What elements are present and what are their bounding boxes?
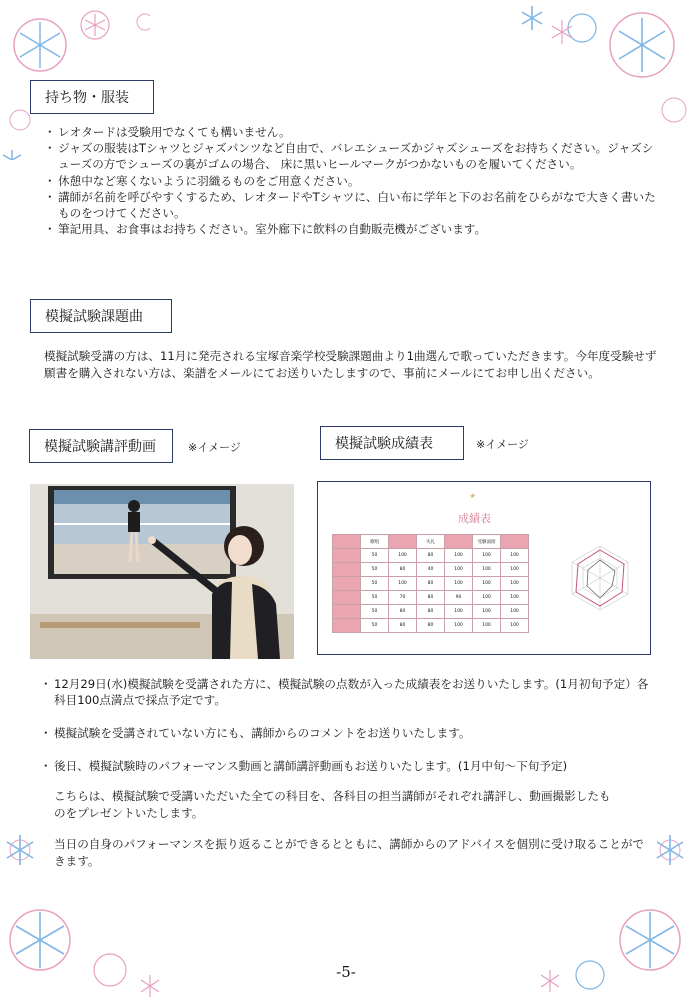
table-cell: 80 <box>389 619 417 633</box>
list-item: ・ 講師が名前を呼びやすくするため、レオタードやTシャツに、白い布に学年と下のお名前をひらがなで大きく書いたものをつけてください。 <box>44 189 662 221</box>
review-video-note: ※イメージ <box>188 441 241 454</box>
table-cell: 100 <box>445 605 473 619</box>
table-cell: 50 <box>361 591 389 605</box>
table-cell: 100 <box>501 619 529 633</box>
details-list-1 <box>40 676 660 708</box>
table-cell: 80 <box>417 591 445 605</box>
table-row <box>333 605 529 619</box>
table-cell: 80 <box>417 577 445 591</box>
table-cell: 50 <box>361 563 389 577</box>
table-cell <box>333 535 361 549</box>
table-cell: 100 <box>501 549 529 563</box>
page-number: -5- <box>336 963 356 981</box>
list-item: ・ ジャズの服装はTシャツとジャズパンツなど自由で、バレエシューズかジャズシューズをお持ちください。ジャズシューズの方でシューズの裏がゴムの場合、 床に黒いヒールマークがつかないものを履いてください。 <box>44 140 662 172</box>
table-cell: 90 <box>445 591 473 605</box>
table-cell <box>333 605 361 619</box>
table-cell <box>445 535 473 549</box>
instructor-video-image <box>30 484 294 659</box>
table-cell: 80 <box>389 605 417 619</box>
report-card-heading: 模擬試験成績表 <box>320 426 464 460</box>
table-cell: 100 <box>473 563 501 577</box>
list-item: ・ 12月29日(水)模擬試験を受講された方に、模擬試験の点数が入った成績表をお送りいたします。(1月初旬予定）各科目100点満点で採点予定です。 <box>40 676 660 708</box>
table-cell: 100 <box>473 619 501 633</box>
details-paragraph-1: こちらは、模擬試験で受講いただいた全ての科目を、各科目の担当講師がそれぞれ講評し、動画撮影したものをプレゼントいたします。 <box>54 789 611 820</box>
details-paragraph-2: 当日の自身のパフォーマンスを振り返ることができるとともに、講師からのアドバイスを個別に受け取ることができます。 <box>54 837 645 868</box>
table-cell: 40 <box>417 563 445 577</box>
table-row <box>333 549 529 563</box>
table-row <box>333 619 529 633</box>
table-row <box>333 577 529 591</box>
song-text: 模擬試験受講の方は、11月に発売される宝塚音楽学校受験課題曲より1曲選んで歌っていただきます。今年度受験せず願書を購入されない方は、楽譜をメールにてお送りいたしますので、事前にメールにてお申し出ください。 <box>44 349 657 380</box>
review-video-heading: 模擬試験講評動画 <box>29 429 173 463</box>
table-cell: 100 <box>473 577 501 591</box>
list-item: ・ 休憩中など寒くないように羽織るものをご用意ください。 <box>44 173 662 189</box>
table-cell: 100 <box>501 605 529 619</box>
report-card-table <box>332 534 529 633</box>
table-cell: 100 <box>445 619 473 633</box>
table-cell: 100 <box>445 549 473 563</box>
table-cell: 100 <box>445 577 473 591</box>
report-card-image <box>317 481 651 655</box>
report-card-logo: ✦ <box>468 492 476 502</box>
table-cell <box>389 535 417 549</box>
table-cell: 100 <box>389 549 417 563</box>
table-cell: 100 <box>445 563 473 577</box>
table-row <box>333 591 529 605</box>
belongings-heading: 持ち物・服装 <box>30 80 154 114</box>
table-cell: 80 <box>417 605 445 619</box>
table-cell: 70 <box>389 591 417 605</box>
table-cell <box>333 577 361 591</box>
review-video-photo <box>30 484 294 659</box>
belongings-list <box>44 124 662 237</box>
list-item: ・ レオタードは受験用でなくても構いません。 <box>44 124 662 140</box>
table-header-row <box>333 535 529 549</box>
table-cell: 50 <box>361 577 389 591</box>
song-heading: 模擬試験課題曲 <box>30 299 172 333</box>
table-cell: 100 <box>389 577 417 591</box>
table-cell: 歌唱 <box>361 535 389 549</box>
table-cell: 100 <box>473 605 501 619</box>
details-list-2 <box>40 725 660 741</box>
table-cell: 100 <box>473 591 501 605</box>
table-cell: 失礼 <box>417 535 445 549</box>
radar-chart-graphic <box>560 538 640 618</box>
details-list-3 <box>40 758 660 774</box>
list-item: ・ 模擬試験を受講されていない方にも、講師からのコメントをお送りいたします。 <box>40 725 660 741</box>
table-cell: 100 <box>501 591 529 605</box>
table-cell: 50 <box>361 619 389 633</box>
table-cell <box>501 535 529 549</box>
snowflake-decoration-top-right <box>492 0 692 140</box>
table-cell <box>333 619 361 633</box>
table-cell: 100 <box>473 549 501 563</box>
table-cell: 50 <box>361 549 389 563</box>
table-row <box>333 563 529 577</box>
list-item: ・ 筆記用具、お食事はお持ちください。室外廊下に飲料の自動販売機がございます。 <box>44 221 662 237</box>
table-cell <box>333 549 361 563</box>
table-cell: 80 <box>389 563 417 577</box>
table-cell <box>333 563 361 577</box>
table-cell: 100 <box>501 577 529 591</box>
table-cell: 100 <box>501 563 529 577</box>
list-item: ・ 後日、模擬試験時のパフォーマンス動画と講師講評動画もお送りいたします。(1月中旬〜下旬予定) <box>40 758 660 774</box>
report-card-note: ※イメージ <box>476 438 529 451</box>
table-cell: 50 <box>361 605 389 619</box>
table-cell: 80 <box>417 619 445 633</box>
table-cell <box>333 591 361 605</box>
report-card-title: 成績表 <box>458 512 491 525</box>
table-cell: 80 <box>417 549 445 563</box>
table-cell: 受験面接 <box>473 535 501 549</box>
